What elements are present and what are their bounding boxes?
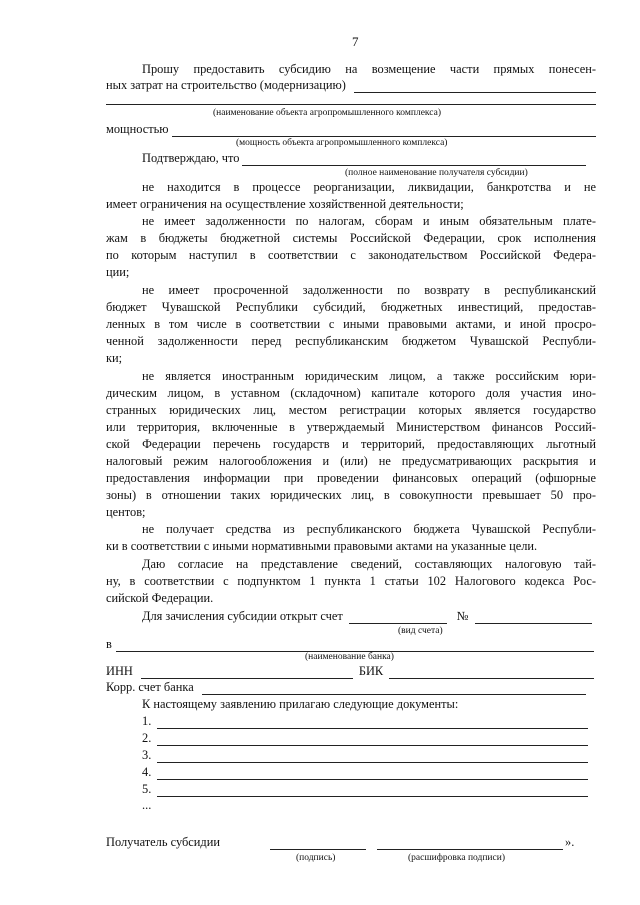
paragraph-3-line: не имеет просроченной задолженности по возврату в республиканский — [142, 283, 596, 297]
capacity-row — [106, 122, 596, 137]
paragraph-2-line: по которым наступил в соответствии с законодательством Российской Федера- — [106, 248, 596, 262]
account-type-field[interactable] — [349, 612, 447, 624]
paragraph-3-line: ченной задолженности перед республиканским бюджетом Чувашской Республи- — [106, 334, 596, 348]
confirm-row — [142, 151, 586, 166]
attachment-field[interactable] — [157, 785, 588, 797]
page-number: 7 — [352, 34, 359, 49]
paragraph-4-line: предоставления информации при проведении финансовых операций (офшорные — [106, 471, 596, 485]
attachment-field[interactable] — [157, 717, 588, 729]
corr-row — [106, 680, 586, 695]
attachment-field[interactable] — [157, 751, 588, 763]
attachment-item — [142, 714, 588, 729]
request-line-2 — [106, 78, 596, 93]
attachment-number: 3. — [142, 748, 152, 762]
attachment-field[interactable] — [157, 768, 588, 780]
paragraph-5-line: не получает средства из республиканского бюджета Чувашской Республи- — [142, 522, 596, 536]
paragraph-4-line: ской Федерации перечень государств и территорий, предоставляющих льготный — [106, 437, 596, 451]
number-sign: № — [456, 609, 469, 623]
attachments-intro: К настоящему заявлению прилагаю следующие документы: — [142, 697, 459, 711]
account-number-field[interactable] — [475, 612, 592, 624]
paragraph-2-line: жам в бюджеты бюджетной системы Российской Федерации, срок исполнения — [106, 231, 596, 245]
object-caption: (наименование объекта агропромышленного комплекса) — [213, 108, 442, 118]
bik-field[interactable] — [389, 667, 594, 679]
bik-label: БИК — [358, 664, 384, 678]
request-line-1: Прошу предоставить субсидию на возмещение части прямых понесен- — [142, 62, 596, 76]
corr-label: Корр. счет банка — [106, 680, 194, 694]
paragraph-3-line: ленных в том числе в соответствии с иными правовыми актами, и иной просро- — [106, 317, 596, 331]
attachment-item — [142, 748, 588, 763]
inn-label: ИНН — [106, 664, 133, 678]
paragraph-3-line: ки; — [106, 351, 123, 365]
paragraph-6-line: ну, в соответствии с подпунктом 1 пункта 1 статьи 102 Налогового кодекса Рос- — [106, 574, 596, 588]
attachment-number: 2. — [142, 731, 152, 745]
signature-decode-caption: (расшифровка подписи) — [408, 853, 505, 863]
attachment-field[interactable] — [157, 734, 588, 746]
bank-row — [106, 637, 594, 652]
attachment-item — [142, 765, 588, 780]
bank-prefix: в — [106, 637, 112, 651]
paragraph-4-line: зоны) в отношении таких юридических лиц, в совокупности превышает 50 про- — [106, 488, 596, 502]
attachment-item — [142, 731, 588, 746]
recipient-field[interactable] — [242, 154, 586, 166]
paragraph-4-line: дическим лицом, в уставном (складочном) капитале которого доля участия ино- — [106, 386, 596, 400]
paragraph-2-line: не имеет задолженности по налогам, сборам и иным обязательным плате- — [142, 214, 596, 228]
paragraph-4-line: центов; — [106, 505, 146, 519]
corr-field[interactable] — [202, 683, 586, 695]
confirm-caption: (полное наименование получателя субсидии) — [345, 168, 528, 178]
paragraph-4-line: странных юридических лиц, местом регистрации которых является государство — [106, 403, 596, 417]
paragraph-5-line: ки в соответствии с иными нормативными правовыми актами на указанные цели. — [106, 539, 538, 553]
paragraph-2-line: ции; — [106, 265, 130, 279]
inn-bik-row — [106, 664, 594, 679]
closing-quote: ». — [565, 835, 575, 849]
capacity-field[interactable] — [172, 125, 596, 137]
paragraph-1-line: не находится в процессе реорганизации, ликвидации, банкротства и не — [142, 180, 596, 194]
account-row — [142, 609, 592, 624]
attachment-item — [142, 782, 588, 797]
object-field-line[interactable] — [106, 104, 596, 105]
signature-caption: (подпись) — [296, 853, 336, 863]
bank-caption: (наименование банка) — [305, 652, 394, 662]
paragraph-6-line: Даю согласие на представление сведений, составляющих налоговую тай- — [142, 557, 596, 571]
account-label: Для зачисления субсидии открыт счет — [142, 609, 343, 623]
inn-field[interactable] — [141, 667, 353, 679]
capacity-label: мощностью — [106, 122, 169, 136]
paragraph-4-line: налоговый режим налогообложения и (или) не предусматривающих раскрытия и — [106, 454, 596, 468]
confirm-label: Подтверждаю, что — [142, 151, 240, 165]
attachment-number: 4. — [142, 765, 152, 779]
object-field[interactable] — [354, 81, 596, 93]
paragraph-1-line: имеет ограничения на осуществление хозяйственной деятельности; — [106, 197, 464, 211]
attachments-ellipsis: ... — [142, 798, 152, 812]
attachment-number: 1. — [142, 714, 152, 728]
bank-name-field[interactable] — [116, 640, 594, 652]
paragraph-3-line: бюджет Чувашской Республики субсидий, бюджетных инвестиций, предостав- — [106, 300, 596, 314]
signature-label: Получатель субсидии — [106, 835, 220, 849]
capacity-caption: (мощность объекта агропромышленного комплекса) — [236, 138, 448, 148]
request-line-2-text: ных затрат на строительство (модернизацию) — [106, 78, 346, 92]
account-caption: (вид счета) — [398, 626, 443, 636]
attachment-number: 5. — [142, 782, 152, 796]
signature-decode-field[interactable] — [377, 849, 563, 850]
signature-field[interactable] — [270, 849, 366, 850]
paragraph-4-line: не является иностранным юридическим лицом, а также российским юри- — [142, 369, 596, 383]
paragraph-6-line: сийской Федерации. — [106, 591, 214, 605]
paragraph-4-line: или территория, включенные в утверждаемый Министерством финансов Россий- — [106, 420, 596, 434]
